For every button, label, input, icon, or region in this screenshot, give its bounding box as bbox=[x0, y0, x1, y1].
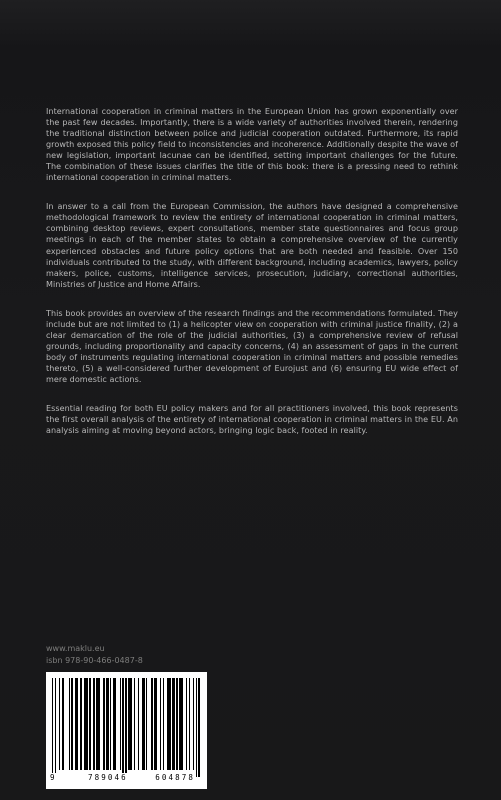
barcode-lead-digit: 9 bbox=[50, 773, 55, 782]
barcode-left-group: 789046 bbox=[88, 773, 128, 782]
blurb-paragraph-4: Essential reading for both EU policy makers and for all practitioners involved, this book represents the first overall analysis of the entirety of international cooperation in criminal matters in the EU. An analysis aiming at moving beyond actors, bringing logic back, footed in reality. bbox=[46, 404, 458, 436]
blurb-paragraph-1: International cooperation in criminal matters in the European Union has grown exponentially over the past few decades. Importantly, there is a wide variety of authorities involved therein, rendering the traditional distinction between police and judicial cooperation outdated. Furthermore, its rapid growth exposed this policy field to inconsistencies and incoherence. Additionally despite the wave of new legislation, important lacunae can be identified, setting important challenges for the future. The combination of these issues clarifies the title of this book: there is a pressing need to rethink international cooperation in criminal matters. bbox=[46, 107, 458, 183]
barcode-digits bbox=[50, 773, 204, 782]
blurb-paragraph-3: This book provides an overview of the research findings and the recommendations formulated. They include but are not limited to (1) a helicopter view on cooperation with criminal justice finality, (2) a clear demarcation of the role of the judicial authorities, (3) a comprehensive review of refusal grounds, including proportionality and capacity concerns, (4) an assessment of gaps in the current body of instruments regulating international cooperation in criminal matters and possible remedies thereto, (5) a well-considered further development of Eurojust and (6) ensuring EU wide effect of mere domestic actions. bbox=[46, 308, 458, 384]
blurb-paragraph-2: In answer to a call from the European Commission, the authors have designed a comprehensive methodological framework to review the entirety of international cooperation in criminal matters, combining desktop reviews, expert consultations, member state questionnaires and focus group meetings in each of the member states to obtain a comprehensive overview of the currently experienced obstacles and future policy options that are both needed and feasible. Over 150 individuals contributed to the study, with different background, including academics, lawyers, policy makers, police, customs, intelligence services, prosecution, judiciary, correctional authorities, Ministries of Justice and Home Affairs. bbox=[46, 202, 458, 289]
blurb-text bbox=[46, 106, 458, 449]
barcode-right-group: 604878 bbox=[155, 773, 195, 782]
barcode bbox=[46, 672, 207, 789]
publisher-website: www.maklu.eu bbox=[46, 644, 105, 653]
barcode-bar bbox=[198, 678, 199, 777]
isbn-number: isbn 978-90-466-0487-8 bbox=[46, 656, 143, 665]
publisher-info bbox=[46, 643, 143, 667]
barcode-bars bbox=[52, 678, 200, 777]
